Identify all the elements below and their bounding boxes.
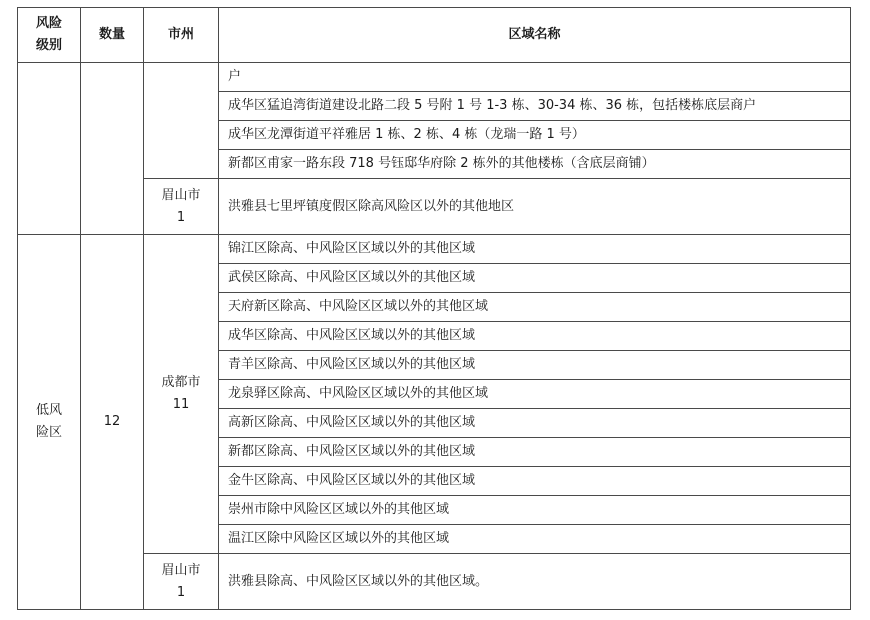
header-level-line2: 级别 xyxy=(35,38,62,53)
header-area-name: 区域名称 xyxy=(219,8,851,63)
header-count: 数量 xyxy=(81,8,144,63)
city-cell-chengdu xyxy=(144,235,219,554)
city-name: 眉山市 xyxy=(161,562,201,578)
city-name: 眉山市 xyxy=(161,187,201,203)
area-cell: 新都区甫家一路东段 718 号钰邸华府除 2 栋外的其他楼栋（含底层商铺） xyxy=(219,150,851,179)
area-cell: 天府新区除高、中风险区区域以外的其他区域 xyxy=(219,293,851,322)
area-cell: 金牛区除高、中风险区区域以外的其他区域 xyxy=(219,467,851,496)
city-count: 1 xyxy=(176,584,186,600)
area-cell: 成华区除高、中风险区区域以外的其他区域 xyxy=(219,322,851,351)
header-risk-level xyxy=(18,8,81,63)
table-row xyxy=(18,63,851,92)
city-cell-meishan xyxy=(144,554,219,610)
area-cell: 成华区猛追湾街道建设北路二段 5 号附 1 号 1-3 栋、30-34 栋、36 栋，包括楼栋底层商户 xyxy=(219,92,851,121)
area-cell: 洪雅县七里坪镇度假区除高风险区以外的其他地区 xyxy=(219,179,851,235)
table-row xyxy=(18,235,851,264)
area-cell: 高新区除高、中风险区区域以外的其他区域 xyxy=(219,409,851,438)
city-count: 11 xyxy=(172,397,190,412)
level-line1: 低风 xyxy=(35,403,62,418)
level-line2: 险区 xyxy=(35,425,62,440)
table-header-row xyxy=(18,8,851,63)
level-cell-continued xyxy=(18,63,81,235)
area-cell: 温江区除中风险区区域以外的其他区域 xyxy=(219,525,851,554)
city-cell-meishan xyxy=(144,179,219,235)
area-cell: 武侯区除高、中风险区区域以外的其他区域 xyxy=(219,264,851,293)
area-cell: 户 xyxy=(219,63,851,92)
header-city: 市州 xyxy=(144,8,219,63)
header-level-line1: 风险 xyxy=(35,16,62,31)
area-cell: 洪雅县除高、中风险区区域以外的其他区域。 xyxy=(219,554,851,610)
count-cell-low-risk: 12 xyxy=(81,235,144,610)
area-cell: 青羊区除高、中风险区区域以外的其他区域 xyxy=(219,351,851,380)
area-cell: 新都区除高、中风险区区域以外的其他区域 xyxy=(219,438,851,467)
city-count: 1 xyxy=(176,209,186,225)
city-cell-continued xyxy=(144,63,219,179)
city-name: 成都市 xyxy=(161,375,201,390)
count-cell-continued xyxy=(81,63,144,235)
area-cell: 锦江区除高、中风险区区域以外的其他区域 xyxy=(219,235,851,264)
risk-area-table xyxy=(17,7,851,610)
area-cell: 成华区龙潭街道平祥雅居 1 栋、2 栋、4 栋（龙瑞一路 1 号） xyxy=(219,121,851,150)
area-cell: 崇州市除中风险区区域以外的其他区域 xyxy=(219,496,851,525)
level-cell-low-risk xyxy=(18,235,81,610)
area-cell: 龙泉驿区除高、中风险区区域以外的其他区域 xyxy=(219,380,851,409)
